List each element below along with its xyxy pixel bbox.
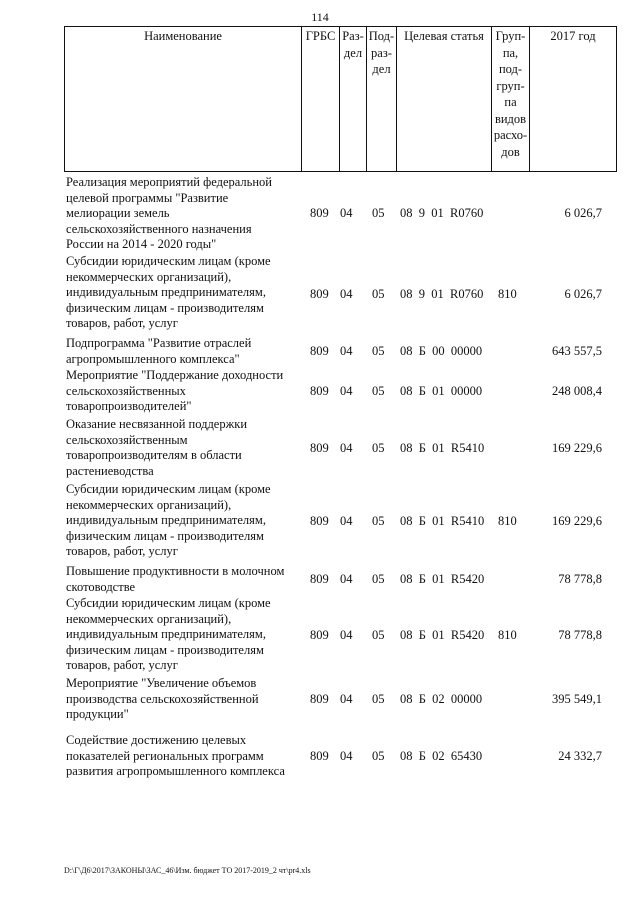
row-sum-2017: 24 332,7 (558, 749, 602, 763)
row-name: Содействие достижению целевых показателей региональных программ развития агропромышленного комплекса (66, 733, 285, 779)
row-podrazdel: 05 (372, 384, 385, 398)
row-name: Повышение продуктивности в молочном скотоводстве (66, 564, 285, 594)
row-name: Мероприятие "Поддержание доходности сельскохозяйственных товаропроизводителей" (66, 368, 284, 414)
table-header (64, 26, 617, 172)
row-grbs: 809 (310, 692, 329, 706)
row-razdel: 04 (340, 692, 353, 706)
row-tselevaya-statya: 08 Б 02 65430 (400, 749, 483, 763)
row-sum-2017: 78 778,8 (558, 628, 602, 642)
row-grbs: 809 (310, 514, 329, 528)
row-name: Оказание несвязанной поддержки сельскохозяйственным товаропроизводителям в области растениеводства (66, 417, 248, 478)
row-sum-2017: 248 008,4 (552, 384, 602, 398)
row-sum-2017: 78 778,8 (558, 572, 602, 586)
row-razdel: 04 (340, 206, 353, 220)
row-tselevaya-statya: 08 Б 01 R5410 (400, 514, 485, 528)
row-tselevaya-statya: 08 Б 00 00000 (400, 344, 483, 358)
row-sum-2017: 169 229,6 (552, 514, 602, 528)
row-vid-raskhodov: 810 (498, 514, 517, 528)
row-grbs: 809 (310, 628, 329, 642)
row-podrazdel: 05 (372, 692, 385, 706)
row-grbs: 809 (310, 572, 329, 586)
row-tselevaya-statya: 08 Б 01 R5420 (400, 572, 485, 586)
row-razdel: 04 (340, 514, 353, 528)
file-path-footer: D:\Г\Д6\2017\ЗАКОНЫ\ЗАС_46\Изм. бюджет ТО 2017-2019_2 чт\pr4.xls (64, 866, 311, 875)
row-podrazdel: 05 (372, 206, 385, 220)
row-podrazdel: 05 (372, 514, 385, 528)
row-sum-2017: 169 229,6 (552, 441, 602, 455)
row-sum-2017: 6 026,7 (564, 206, 602, 220)
row-name: Подпрограмма "Развитие отраслей агропромышленного комплекса" (66, 336, 252, 366)
row-razdel: 04 (340, 628, 353, 642)
row-grbs: 809 (310, 287, 329, 301)
row-grbs: 809 (310, 384, 329, 398)
row-razdel: 04 (340, 441, 353, 455)
row-tselevaya-statya: 08 Б 01 00000 (400, 384, 483, 398)
row-sum-2017: 395 549,1 (552, 692, 602, 706)
header-tselevaya-statya: Целевая статья (396, 27, 491, 171)
row-tselevaya-statya: 08 Б 01 R5420 (400, 628, 485, 642)
page-number: 114 (311, 10, 329, 24)
row-podrazdel: 05 (372, 441, 385, 455)
row-name: Субсидии юридическим лицам (кроме некоммерческих организаций), индивидуальным предпринимателям, физическим лицам - производителям товаров, работ, услуг (66, 596, 271, 673)
row-tselevaya-statya: 08 9 01 R0760 (400, 287, 484, 301)
row-name: Мероприятие "Увеличение объемов производства сельскохозяйственной продукции" (66, 676, 259, 722)
row-razdel: 04 (340, 384, 353, 398)
header-podrazdel: Под- раз- дел (366, 27, 396, 171)
row-vid-raskhodov: 810 (498, 287, 517, 301)
row-podrazdel: 05 (372, 287, 385, 301)
row-razdel: 04 (340, 749, 353, 763)
row-vid-raskhodov: 810 (498, 628, 517, 642)
row-podrazdel: 05 (372, 572, 385, 586)
row-razdel: 04 (340, 287, 353, 301)
row-podrazdel: 05 (372, 628, 385, 642)
header-vid-raskhodov: Груп- па, под- груп- па видов расхо- дов (491, 27, 529, 171)
header-name: Наименование (144, 29, 222, 43)
row-sum-2017: 643 557,5 (552, 344, 602, 358)
row-grbs: 809 (310, 441, 329, 455)
row-tselevaya-statya: 08 9 01 R0760 (400, 206, 484, 220)
header-razdel: Раз- дел (339, 27, 366, 171)
row-name: Субсидии юридическим лицам (кроме некоммерческих организаций), индивидуальным предпринимателям, физическим лицам - производителям товаров, работ, услуг (66, 482, 271, 559)
row-name: Реализация мероприятий федеральной целевой программы "Развитие мелиорации земель сельскохозяйственного назначения России на 2014 - 2020 годы" (66, 175, 272, 252)
row-tselevaya-statya: 08 Б 01 R5410 (400, 441, 485, 455)
row-podrazdel: 05 (372, 749, 385, 763)
row-podrazdel: 05 (372, 344, 385, 358)
row-sum-2017: 6 026,7 (564, 287, 602, 301)
row-razdel: 04 (340, 344, 353, 358)
row-name: Субсидии юридическим лицам (кроме некоммерческих организаций), индивидуальным предпринимателям, физическим лицам - производителям товаров, работ, услуг (66, 254, 271, 331)
row-tselevaya-statya: 08 Б 02 00000 (400, 692, 483, 706)
header-grbs: ГРБС (301, 27, 339, 171)
header-year-2017: 2017 год (529, 27, 616, 171)
row-razdel: 04 (340, 572, 353, 586)
row-grbs: 809 (310, 206, 329, 220)
row-grbs: 809 (310, 344, 329, 358)
row-grbs: 809 (310, 749, 329, 763)
